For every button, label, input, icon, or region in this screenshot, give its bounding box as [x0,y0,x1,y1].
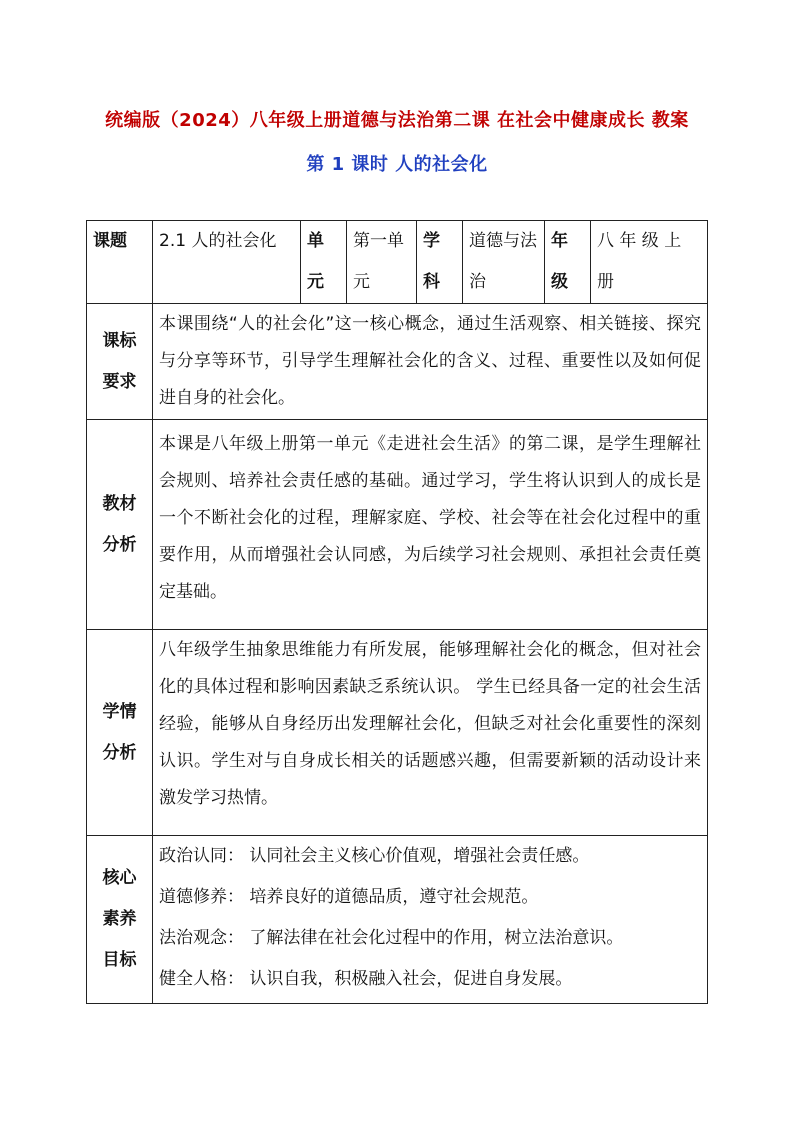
subject-value: 道德与法 治 [463,221,545,304]
core-row [87,836,708,1004]
curriculum-label: 课标 要求 [87,304,153,420]
unit-label: 单 元 [301,221,347,304]
textbook-text: 本课是八年级上册第一单元《走进社会生活》的第二课，是学生理解社会规则、培养社会责任感的基础。通过学习，学生将认识到人的成长是一个不断社会化的过程，理解家庭、学校、社会等在社会化过程中的重要作用，从而增强社会认同感，为后续学习社会规则、承担社会责任奠定基础。 [153,420,708,630]
topic-label: 课题 [87,221,153,304]
curriculum-text: 本课围绕“人的社会化”这一核心概念，通过生活观察、相关链接、探究与分享等环节，引导学生理解社会化的含义、过程、重要性以及如何促进自身的社会化。 [153,304,708,420]
core-label: 核心 素养 目标 [87,836,153,1004]
learners-text: 八年级学生抽象思维能力有所发展，能够理解社会化的概念，但对社会化的具体过程和影响因素缺乏系统认识。 学生已经具备一定的社会生活经验，能够从自身经历出发理解社会化，但缺乏对社会化重要性的深刻认识。学生对与自身成长相关的话题感兴趣，但需要新颖的活动设计来激发学习热情。 [153,630,708,836]
subject-label: 学 科 [417,221,463,304]
core-item-political: 政治认同： 认同社会主义核心价值观，增强社会责任感。 [159,846,590,866]
learners-label: 学情 分析 [87,630,153,836]
curriculum-row [87,304,708,420]
core-items [153,836,708,1004]
core-item-moral: 道德修养： 培养良好的道德品质，遵守社会规范。 [159,887,539,907]
textbook-row [87,420,708,630]
textbook-label: 教材 分析 [87,420,153,630]
grade-value: 八 年 级 上 册 [591,221,708,304]
document-title: 统编版（2024）八年级上册道德与法治第二课 在社会中健康成长 教案 [105,110,689,131]
learners-row [87,630,708,836]
header-row [87,221,708,304]
lesson-plan-table [86,220,708,1004]
topic-value: 2.1 人的社会化 [153,221,301,304]
core-item-law: 法治观念： 了解法律在社会化过程中的作用，树立法治意识。 [159,928,624,948]
document-subtitle: 第 1 课时 人的社会化 [306,154,488,175]
grade-label: 年 级 [545,221,591,304]
core-item-personality: 健全人格： 认识自我，积极融入社会，促进自身发展。 [159,969,573,989]
unit-value: 第一单 元 [347,221,417,304]
